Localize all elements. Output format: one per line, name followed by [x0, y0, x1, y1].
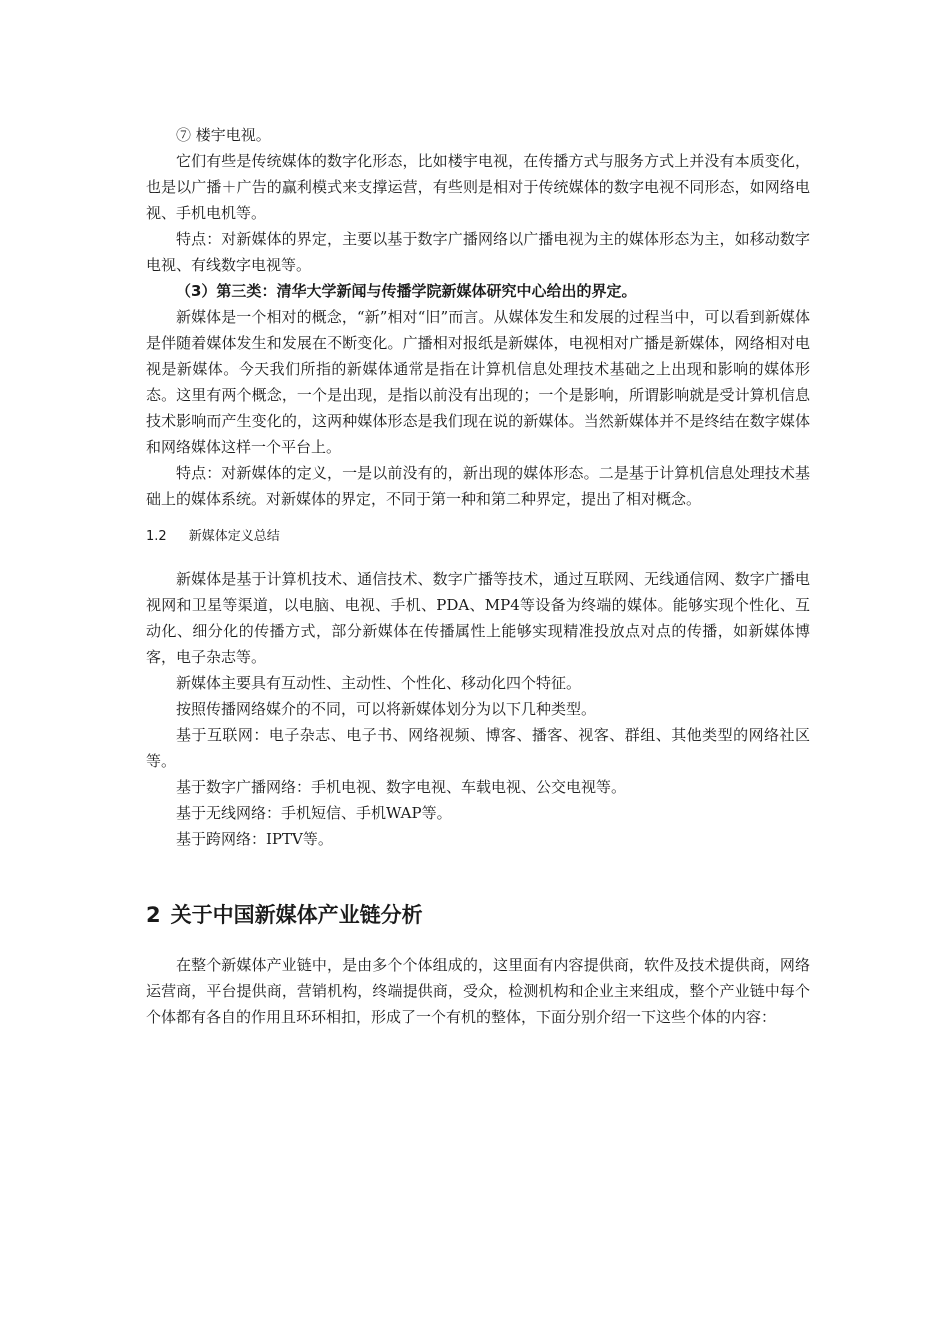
paragraph: 特点：对新媒体的界定，主要以基于数字广播网络以广播电视为主的媒体形态为主，如移动数字电视、有线数字电视等。 [146, 230, 810, 274]
section-number: 1.2 [146, 529, 167, 544]
paragraph: 新媒体主要具有互动性、主动性、个性化、移动化四个特征。 [176, 674, 582, 692]
paragraph: ⑦ 楼宇电视。 [176, 126, 271, 144]
paragraph: 它们有些是传统媒体的数字化形态，比如楼宇电视，在传播方式与服务方式上并没有本质变化，也是以广播＋广告的赢利模式来支撑运营，有些则是相对于传统媒体的数字电视不同形态，如网络电视、手机电机等。 [146, 152, 810, 222]
paragraph: 新媒体是基于计算机技术、通信技术、数字广播等技术，通过互联网、无线通信网、数字广播电视网和卫星等渠道，以电脑、电视、手机、PDA、MP4等设备为终端的媒体。能够实现个性化、互动化、细分化的传播方式，部分新媒体在传播属性上能够实现精准投放点对点的传播，如新媒体博客，电子杂志等。 [146, 570, 810, 666]
section-title: 关于中国新媒体产业链分析 [170, 903, 423, 927]
paragraph: 新媒体是一个相对的概念，“新”相对“旧”而言。从媒体发生和发展的过程当中，可以看到新媒体是伴随着媒体发生和发展在不断变化。广播相对报纸是新媒体，电视相对广播是新媒体，网络相对电视是新媒体。今天我们所指的新媒体通常是指在计算机信息处理技术基础之上出现和影响的媒体形态。这里有两个概念，一个是出现，是指以前没有出现的；一个是影响，所谓影响就是受计算机信息技术影响而产生变化的，这两种媒体形态是我们现在说的新媒体。当然新媒体并不是终结在数字媒体和网络媒体这样一个平台上。 [146, 308, 810, 456]
paragraph: 特点：对新媒体的定义，一是以前没有的，新出现的媒体形态。二是基于计算机信息处理技术基础上的媒体系统。对新媒体的界定，不同于第一种和第二种界定，提出了相对概念。 [146, 464, 810, 508]
paragraph: 基于互联网：电子杂志、电子书、网络视频、博客、播客、视客、群组、其他类型的网络社区等。 [146, 726, 810, 770]
paragraph: 在整个新媒体产业链中，是由多个个体组成的，这里面有内容提供商，软件及技术提供商，网络运营商，平台提供商，营销机构，终端提供商，受众，检测机构和企业主来组成，整个产业链中每个个体都有各自的作用且环环相扣，形成了一个有机的整体，下面分别介绍一下这些个体的内容： [146, 956, 810, 1026]
section-title: 新媒体定义总结 [188, 529, 280, 544]
section-heading-2 [146, 900, 810, 930]
paragraph: 基于数字广播网络：手机电视、数字电视、车载电视、公交电视等。 [176, 778, 627, 796]
section-heading-1-2 [146, 526, 810, 548]
paragraph: 按照传播网络媒介的不同，可以将新媒体划分为以下几种类型。 [176, 700, 597, 718]
category-heading: （3）第三类：清华大学新闻与传播学院新媒体研究中心给出的界定。 [176, 282, 637, 300]
section-number: 2 [146, 903, 161, 927]
paragraph: 基于无线网络：手机短信、手机WAP等。 [176, 804, 452, 822]
paragraph: 基于跨网络：IPTV等。 [176, 830, 333, 848]
document-page [146, 122, 810, 1030]
